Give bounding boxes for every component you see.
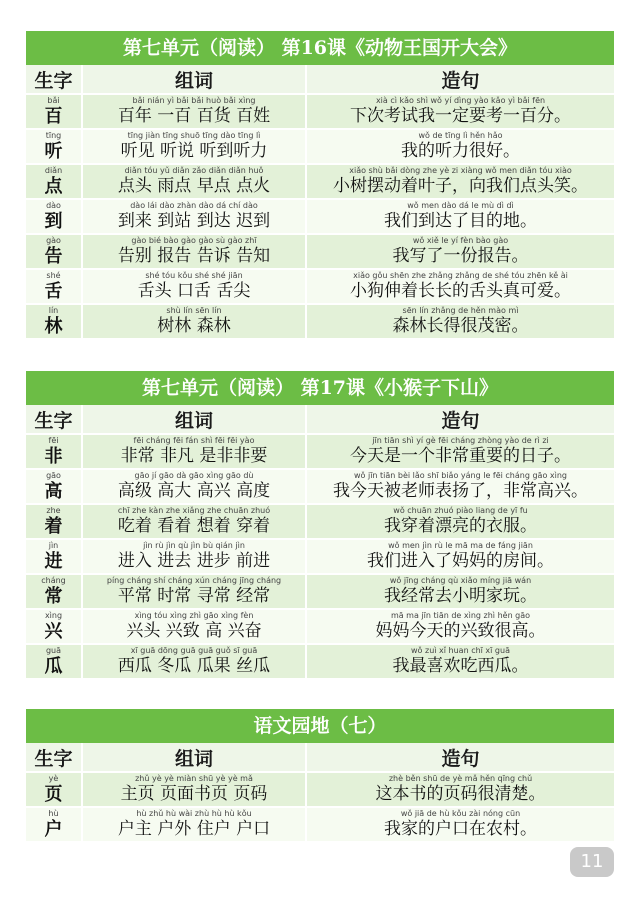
sentence: 妈妈今天的兴致很高。: [375, 621, 546, 641]
page-number: 11: [570, 847, 614, 877]
words: 百年 一百 百货 百姓: [117, 106, 271, 126]
words: 进入 进去 进步 前进: [117, 551, 271, 571]
words-pinyin: hù zhǔ hù wài zhù hù hù kǒu: [136, 809, 252, 818]
header-char: 生字: [26, 65, 82, 94]
words: 非常 非凡 是非非要: [120, 446, 268, 466]
table-header-row: [26, 405, 614, 434]
words-pinyin: xìng tóu xìng zhì gāo xìng fèn: [134, 611, 254, 620]
char: 着: [44, 516, 63, 537]
words-pinyin: xī guā dōng guā guā guǒ sī guā: [130, 646, 258, 655]
sentence: 小树摆动着叶子，向我们点头笑。: [333, 176, 588, 196]
words-pinyin: gāo jí gāo dà gāo xìng gāo dù: [134, 471, 254, 480]
sentence-pinyin: wǒ men dào dá le mù dì dì: [407, 201, 514, 210]
table-row: [26, 807, 614, 842]
words: 吃着 看着 想着 穿着: [117, 516, 271, 536]
char-pinyin: lín: [48, 306, 59, 315]
sentence-pinyin: mā ma jīn tiān de xìng zhì hěn gāo: [390, 611, 531, 620]
words: 兴头 兴致 高 兴奋: [126, 621, 262, 641]
words-pinyin: shù lín sēn lín: [166, 306, 222, 315]
sentence: 这本书的页码很清楚。: [375, 784, 546, 804]
table-row: [26, 434, 614, 469]
words-pinyin: diǎn tóu yǔ diǎn zǎo diǎn diǎn huǒ: [124, 166, 264, 175]
header-char: 生字: [26, 743, 82, 772]
words: 西瓜 冬瓜 瓜果 丝瓜: [117, 656, 271, 676]
char: 进: [44, 551, 63, 572]
char: 瓜: [44, 656, 63, 677]
sentence-pinyin: wǒ jīn tiān bèi lǎo shī biǎo yáng le fēi cháng gāo xìng: [354, 471, 567, 480]
char-pinyin: dào: [46, 201, 61, 210]
header-words: 组词: [82, 65, 306, 94]
char: 高: [44, 481, 63, 502]
words-pinyin: zhǔ yè yè miàn shū yè yè mǎ: [135, 774, 253, 783]
header-sentence: 造句: [306, 743, 614, 772]
words-pinyin: chī zhe kàn zhe xiǎng zhe chuān zhuó: [117, 506, 271, 515]
sentence: 我家的户口在农村。: [384, 819, 537, 839]
sentence-pinyin: xiǎo gǒu shēn zhe zhǎng zhǎng de shé tóu zhēn kě ài: [353, 271, 568, 280]
header-sentence: 造句: [306, 405, 614, 434]
table-row: [26, 129, 614, 164]
sentence-pinyin: sēn lín zhǎng de hěn mào mì: [402, 306, 519, 315]
sentence-pinyin: xià cì kǎo shì wǒ yí dìng yào kǎo yì bǎi fēn: [375, 96, 546, 105]
header-words: 组词: [82, 405, 306, 434]
words-pinyin: jìn rù jìn qù jìn bù qián jìn: [143, 541, 245, 550]
words: 舌头 口舌 舌尖: [137, 281, 251, 301]
table-row: [26, 234, 614, 269]
header-sentence: 造句: [306, 65, 614, 94]
words: 高级 高大 高兴 高度: [117, 481, 271, 501]
sentence-pinyin: wǒ jiā de hù kǒu zài nóng cūn: [400, 809, 521, 818]
char: 百: [44, 106, 63, 127]
sentence: 我写了一份报告。: [392, 246, 529, 266]
words-pinyin: píng cháng shí cháng xún cháng jīng cháng: [106, 576, 282, 585]
char: 林: [44, 316, 63, 337]
char-pinyin: hù: [48, 809, 59, 818]
char: 舌: [44, 281, 63, 302]
sentence: 我最喜欢吃西瓜。: [392, 656, 529, 676]
sentence-pinyin: xiǎo shù bǎi dòng zhe yè zi xiàng wǒ men diǎn tóu xiào: [349, 166, 572, 175]
char-pinyin: gāo: [46, 471, 61, 480]
table-row: [26, 94, 614, 129]
char-pinyin: fēi: [48, 436, 59, 445]
words: 点头 雨点 早点 点火: [117, 176, 271, 196]
char-pinyin: xìng: [44, 611, 63, 620]
char-pinyin: bǎi: [47, 96, 60, 105]
sentence-pinyin: jīn tiān shì yí gè fēi cháng zhòng yào de rì zi: [372, 436, 549, 445]
sentence: 我的听力很好。: [401, 141, 520, 161]
table-row: [26, 504, 614, 539]
char: 非: [44, 446, 63, 467]
words-pinyin: gào bié bào gào gào sù gào zhī: [131, 236, 257, 245]
section-title: 第七单元（阅读） 第16课《动物王国开大会》: [26, 31, 614, 65]
char: 到: [44, 211, 63, 232]
sentence-pinyin: wǒ men jìn rù le mā ma de fáng jiān: [388, 541, 533, 550]
char: 点: [44, 176, 63, 197]
sentence: 我穿着漂亮的衣服。: [384, 516, 537, 536]
char-pinyin: yè: [48, 774, 59, 783]
words: 平常 时常 寻常 经常: [117, 586, 271, 606]
section-lesson-17: [26, 371, 614, 680]
words-pinyin: bǎi nián yì bǎi bǎi huò bǎi xìng: [132, 96, 256, 105]
table-row: [26, 644, 614, 679]
table-row: [26, 574, 614, 609]
words-pinyin: dào lái dào zhàn dào dá chí dào: [130, 201, 258, 210]
table-row: [26, 539, 614, 574]
section-lesson-16: [26, 31, 614, 340]
words: 听见 听说 听到听力: [120, 141, 268, 161]
sentence-pinyin: wǒ chuān zhuó piào liang de yī fu: [393, 506, 528, 515]
char-pinyin: gào: [46, 236, 61, 245]
sentence: 我们到达了目的地。: [384, 211, 537, 231]
words-pinyin: fēi cháng fēi fán shì fēi fēi yào: [133, 436, 255, 445]
words-pinyin: shé tóu kǒu shé shé jiān: [145, 271, 243, 280]
char-pinyin: diǎn: [44, 166, 63, 175]
table-row: [26, 772, 614, 807]
char-pinyin: shé: [46, 271, 61, 280]
sentence-pinyin: wǒ de tīng lì hěn hǎo: [418, 131, 503, 140]
char-pinyin: jìn: [48, 541, 59, 550]
words: 树林 森林: [157, 316, 231, 336]
table-header-row: [26, 65, 614, 94]
table-row: [26, 609, 614, 644]
sentence-pinyin: wǒ zuì xǐ huan chī xī guā: [411, 646, 510, 655]
vocab-table: [26, 743, 614, 843]
sentence: 我经常去小明家玩。: [384, 586, 537, 606]
section-title: 语文园地（七）: [26, 709, 614, 743]
words-pinyin: tīng jiàn tīng shuō tīng dào tīng lì: [127, 131, 261, 140]
words: 主页 页面书页 页码: [120, 784, 268, 804]
char-pinyin: tīng: [45, 131, 62, 140]
char: 户: [44, 819, 63, 840]
sentence: 我今天被老师表扬了，非常高兴。: [333, 481, 588, 501]
sentence-pinyin: zhè běn shū de yè mǎ hěn qīng chǔ: [388, 774, 533, 783]
char-pinyin: zhe: [46, 506, 61, 515]
words: 户主 户外 住户 户口: [117, 819, 271, 839]
sentence: 我们进入了妈妈的房间。: [367, 551, 554, 571]
char-pinyin: guā: [45, 646, 62, 655]
char: 告: [44, 246, 63, 267]
table-header-row: [26, 743, 614, 772]
vocab-table: [26, 405, 614, 680]
char: 页: [44, 784, 63, 805]
char: 听: [44, 141, 63, 162]
char: 兴: [44, 621, 63, 642]
table-row: [26, 164, 614, 199]
table-row: [26, 199, 614, 234]
sentence: 今天是一个非常重要的日子。: [350, 446, 571, 466]
sentence-pinyin: wǒ jīng cháng qù xiǎo míng jiā wán: [389, 576, 532, 585]
vocab-table: [26, 65, 614, 340]
sentence-pinyin: wǒ xiě le yí fèn bào gào: [412, 236, 509, 245]
sentence: 下次考试我一定要考一百分。: [350, 106, 571, 126]
char-pinyin: cháng: [41, 576, 66, 585]
table-row: [26, 469, 614, 504]
header-words: 组词: [82, 743, 306, 772]
table-row: [26, 269, 614, 304]
section-garden-7: [26, 709, 614, 843]
words: 告别 报告 告诉 告知: [117, 246, 271, 266]
table-row: [26, 304, 614, 339]
header-char: 生字: [26, 405, 82, 434]
char: 常: [44, 586, 63, 607]
section-title: 第七单元（阅读） 第17课《小猴子下山》: [26, 371, 614, 405]
sentence: 森林长得很茂密。: [392, 316, 529, 336]
words: 到来 到站 到达 迟到: [117, 211, 271, 231]
sentence: 小狗伸着长长的舌头真可爱。: [350, 281, 571, 301]
